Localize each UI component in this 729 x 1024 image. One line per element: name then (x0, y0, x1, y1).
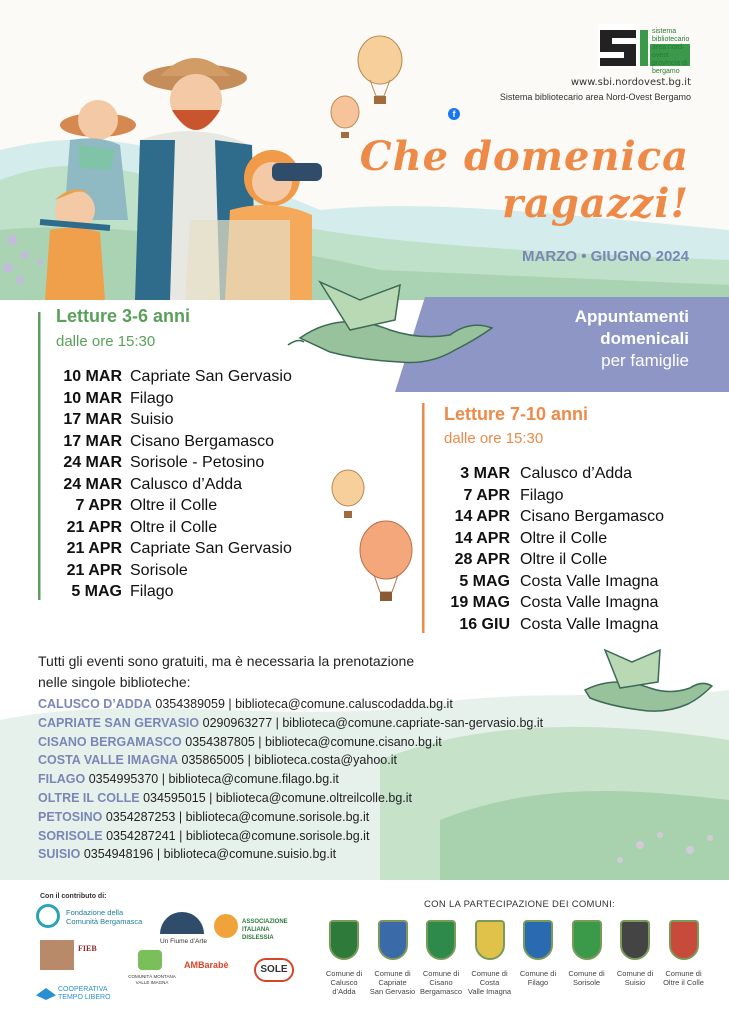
sponsor-coop: COOPERATIVA TEMPO LIBERO (58, 986, 111, 1001)
band-line1: Appuntamenti (574, 307, 689, 326)
event-date: 21 APR (66, 540, 122, 557)
organization-name: Sistema bibliotecario area Nord-Ovest Bergamo (499, 92, 691, 102)
comune-label-line: Filago (527, 978, 549, 987)
sponsor-comunita: COMUNITÀ MONTANA VALLE IMAGNA (128, 974, 176, 985)
fondazione-logo-icon (36, 904, 60, 928)
event-place: Capriate San Gervasio (130, 368, 292, 385)
comune-crest-icon (426, 920, 456, 960)
event-place: Oltre il Colle (130, 518, 218, 536)
section-7-10-event-row (440, 594, 658, 612)
section-7-10-time: dalle ore 15:30 (444, 430, 544, 447)
event-place: Sorisole - Petosino (130, 454, 265, 471)
event-date: 21 APR (66, 518, 122, 536)
event-date: 19 MAG (450, 594, 510, 611)
event-place: Costa Valle Imagna (520, 615, 659, 633)
section-3-6-event-row (50, 583, 174, 601)
comune-label (658, 969, 710, 987)
library-phone[interactable]: 0354948196 (83, 847, 154, 862)
event-place: Filago (130, 389, 174, 407)
facebook-icon[interactable]: f (448, 108, 460, 120)
appointments-band (575, 306, 689, 372)
library-phone[interactable]: 0354287241 (106, 828, 176, 843)
event-date: 28 APR (454, 551, 510, 568)
event-place: Oltre il Colle (520, 529, 608, 547)
comune-crest-icon (669, 920, 699, 960)
library-contact-row: PETOSINO 0354287253 | biblioteca@comune.sorisole.bg.it (38, 809, 370, 824)
section-7-10-title: Letture 7-10 anni (444, 404, 589, 424)
band-line2: domenicali (600, 329, 689, 348)
section-3-6-title: Letture 3-6 anni (56, 306, 191, 326)
contributo-label: Con il contributo di: (40, 893, 107, 900)
library-email[interactable]: biblioteca@comune.oltreilcolle.bg.it (215, 791, 413, 805)
comune-label-line: Calusco d’Adda (330, 978, 358, 996)
section-3-6-event-row (50, 368, 292, 386)
event-date: 10 MAR (63, 389, 122, 407)
library-name: SORISOLE (38, 828, 103, 843)
library-email[interactable]: biblioteca@comune.caluscodadda.bg.it (235, 697, 453, 711)
comune-label-line: Sorisole (572, 978, 601, 987)
event-date: 5 MAG (71, 583, 122, 600)
comune-label (318, 969, 370, 996)
comune-label-line: Oltre il Colle (663, 978, 704, 987)
event-date: 14 APR (454, 508, 510, 525)
comune-label-line: Comune di (374, 969, 411, 978)
library-email[interactable]: biblioteca@comune.filago.bg.it (168, 772, 339, 787)
band-line3: per famiglie (601, 351, 689, 370)
event-place: Costa Valle Imagna (520, 594, 659, 611)
event-date: 7 APR (463, 486, 510, 504)
event-place: Sorisole (130, 561, 188, 579)
section-3-6-event-row (50, 540, 292, 558)
section-3-6-event-row (50, 433, 274, 451)
partecipazione-label: CON LA PARTECIPAZIONE DEI COMUNI: (424, 899, 615, 910)
comune-label-line: Capriate (378, 978, 407, 987)
library-name: PETOSINO (38, 809, 103, 824)
library-name: CAPRIATE SAN GERVASIO (38, 715, 200, 730)
sponsor-fieb: FIEB (78, 944, 97, 953)
comune-label (415, 969, 467, 996)
section-3-6-event-row (50, 562, 188, 580)
sponsor-sole: SOLE (254, 958, 294, 982)
event-place: Cisano Bergamasco (520, 508, 665, 525)
event-place: Cisano Bergamasco (130, 432, 275, 450)
section-3-6-event-row (50, 476, 242, 494)
section-3-6-event-row (50, 411, 174, 429)
sponsor-fondazione: Fondazione della Comunità Bergamasca (66, 908, 143, 926)
comune-label (609, 969, 661, 987)
library-phone[interactable]: 035865005 (181, 753, 245, 768)
library-contact-row: SORISOLE 0354287241 | biblioteca@comune.sorisole.bg.it (38, 828, 370, 843)
event-place: Filago (520, 486, 564, 504)
section-7-10-event-row (440, 573, 658, 591)
library-contact-row: SUISIO 0354948196 | biblioteca@comune.suisio.bg.it (38, 847, 337, 862)
balloon-mid-large (360, 521, 412, 601)
library-contact-row: COSTA VALLE IMAGNA 035865005 | biblioteca.costa@yahoo.it (38, 753, 397, 768)
comune-label-line: Comune di (616, 969, 654, 978)
sponsor-fiume: Un Fiume d’Arte (160, 938, 207, 945)
event-date: 7 APR (75, 497, 122, 514)
library-email[interactable]: biblioteca.costa@yahoo.it (254, 753, 397, 768)
event-place: Oltre il Colle (130, 497, 218, 514)
balloon-mid-small (332, 470, 364, 518)
library-name: SUISIO (38, 847, 81, 862)
sponsor-ambarabe: AMBarabè (184, 960, 229, 970)
sponsor-aid: ASSOCIAZIONE ITALIANA DISLESSIA (242, 919, 288, 941)
library-name: COSTA VALLE IMAGNA (38, 753, 179, 768)
comune-label-line: Valle Imagna (467, 987, 512, 996)
comune-label-line: Comune di (325, 969, 363, 978)
event-date: 5 MAG (459, 572, 510, 590)
comune-label-line: Bergamasco (419, 987, 463, 996)
library-email[interactable]: biblioteca@comune.capriate-san-gervasio.bg.it (282, 715, 544, 730)
section-3-6-event-row (50, 390, 174, 408)
event-date: 10 MAR (63, 368, 122, 385)
library-phone[interactable]: 034595015 (143, 791, 206, 805)
event-date: 24 MAR (63, 475, 122, 493)
booking-info-line1: Tutti gli eventi sono gratuiti, ma è necessaria la prenotazione (38, 653, 415, 669)
comune-label-line: Comune di (568, 969, 605, 978)
logo-tagline: sistema bibliotecario area nord-ovest provincia di bergamo (652, 28, 690, 75)
library-contact-row: CALUSCO D’ADDA 0354389059 | biblioteca@comune.caluscodadda.bg.it (38, 697, 453, 711)
section-7-10-event-row (440, 465, 632, 483)
section-7-10-event-row (440, 487, 564, 505)
comune-crest-icon (620, 920, 650, 960)
dragon-bottom (585, 650, 712, 711)
comune-label (512, 969, 564, 987)
comune-crest-icon (329, 920, 359, 960)
event-place: Calusco d’Adda (520, 465, 633, 482)
event-date: 17 MAR (63, 432, 122, 450)
event-place: Calusco d’Adda (130, 475, 243, 493)
section-7-10-event-row (440, 616, 658, 634)
website-url[interactable]: www.sbi.nordovest.bg.it (570, 77, 691, 88)
event-date: 14 APR (454, 529, 510, 547)
library-email[interactable]: biblioteca@comune.sorisole.bg.it (185, 809, 370, 824)
comune-crest-icon (475, 920, 505, 960)
comune-label-line: Comune di (422, 969, 460, 978)
library-name: CISANO BERGAMASCO (38, 734, 182, 749)
library-name: OLTRE IL COLLE (38, 791, 140, 805)
section-7-10-event-row (440, 551, 607, 569)
library-email[interactable]: biblioteca@comune.sorisole.bg.it (185, 828, 370, 843)
section-3-6-time: dalle ore 15:30 (56, 333, 156, 350)
library-contact-row: OLTRE IL COLLE 034595015 | biblioteca@comune.oltreilcolle.bg.it (38, 791, 413, 805)
section-7-10-event-row (440, 508, 664, 526)
aid-logo-icon (214, 914, 238, 938)
library-phone[interactable]: 0354387805 (185, 734, 255, 749)
library-phone[interactable]: 0354389059 (155, 697, 225, 711)
comune-label-line: Cisano (429, 978, 453, 987)
comune-label (367, 969, 419, 996)
comune-crest-icon (378, 920, 408, 960)
comune-label-line: San Gervasio (369, 987, 416, 996)
library-contact-row: CAPRIATE SAN GERVASIO 0290963277 | biblioteca@comune.capriate-san-gervasio.bg.it (38, 715, 544, 730)
event-place: Capriate San Gervasio (130, 540, 292, 557)
event-place: Oltre il Colle (520, 551, 608, 568)
library-contact-row: CISANO BERGAMASCO 0354387805 | biblioteca@comune.cisano.bg.it (38, 734, 442, 749)
comune-label-line: Costa (479, 978, 500, 987)
library-name: FILAGO (38, 772, 86, 787)
event-place: Costa Valle Imagna (520, 572, 659, 590)
comune-label (464, 969, 516, 996)
section-7-10-event-row (440, 530, 607, 548)
section-3-6-event-row (50, 519, 217, 537)
comune-crest-icon (572, 920, 602, 960)
library-phone[interactable]: 0290963277 (202, 715, 273, 730)
event-date: 24 MAR (63, 454, 122, 471)
comunita-logo-icon (138, 950, 162, 970)
comune-label-line: Comune di (519, 969, 557, 978)
event-date: 17 MAR (63, 411, 122, 428)
library-contact-row: FILAGO 0354995370 | biblioteca@comune.filago.bg.it (38, 772, 339, 787)
event-date: 21 APR (66, 561, 122, 579)
library-phone[interactable]: 0354287253 (105, 809, 176, 824)
comune-label-line: Comune di (471, 969, 508, 978)
event-date: 16 GIU (459, 615, 510, 633)
comune-label (561, 969, 613, 987)
fieb-logo-icon (40, 940, 74, 970)
event-place: Suisio (130, 411, 174, 428)
library-name: CALUSCO D’ADDA (38, 697, 152, 711)
comune-label-line: Suisio (624, 978, 646, 987)
period-label: MARZO • GIUGNO 2024 (522, 248, 689, 265)
poster-title-line1: Che domenica (359, 133, 689, 180)
event-place: Filago (130, 583, 174, 600)
event-date: 3 MAR (460, 465, 510, 482)
comune-crest-icon (523, 920, 553, 960)
library-email[interactable]: biblioteca@comune.cisano.bg.it (264, 734, 442, 749)
poster-title-line2: ragazzi! (501, 180, 689, 227)
library-email[interactable]: biblioteca@comune.suisio.bg.it (163, 847, 337, 862)
library-phone[interactable]: 0354995370 (88, 772, 159, 787)
comune-label-line: Comune di (665, 969, 702, 978)
section-3-6-event-row (50, 497, 217, 515)
section-3-6-event-row (50, 454, 264, 472)
booking-info-line2: nelle singole biblioteche: (38, 674, 191, 690)
booking-info (38, 651, 414, 693)
